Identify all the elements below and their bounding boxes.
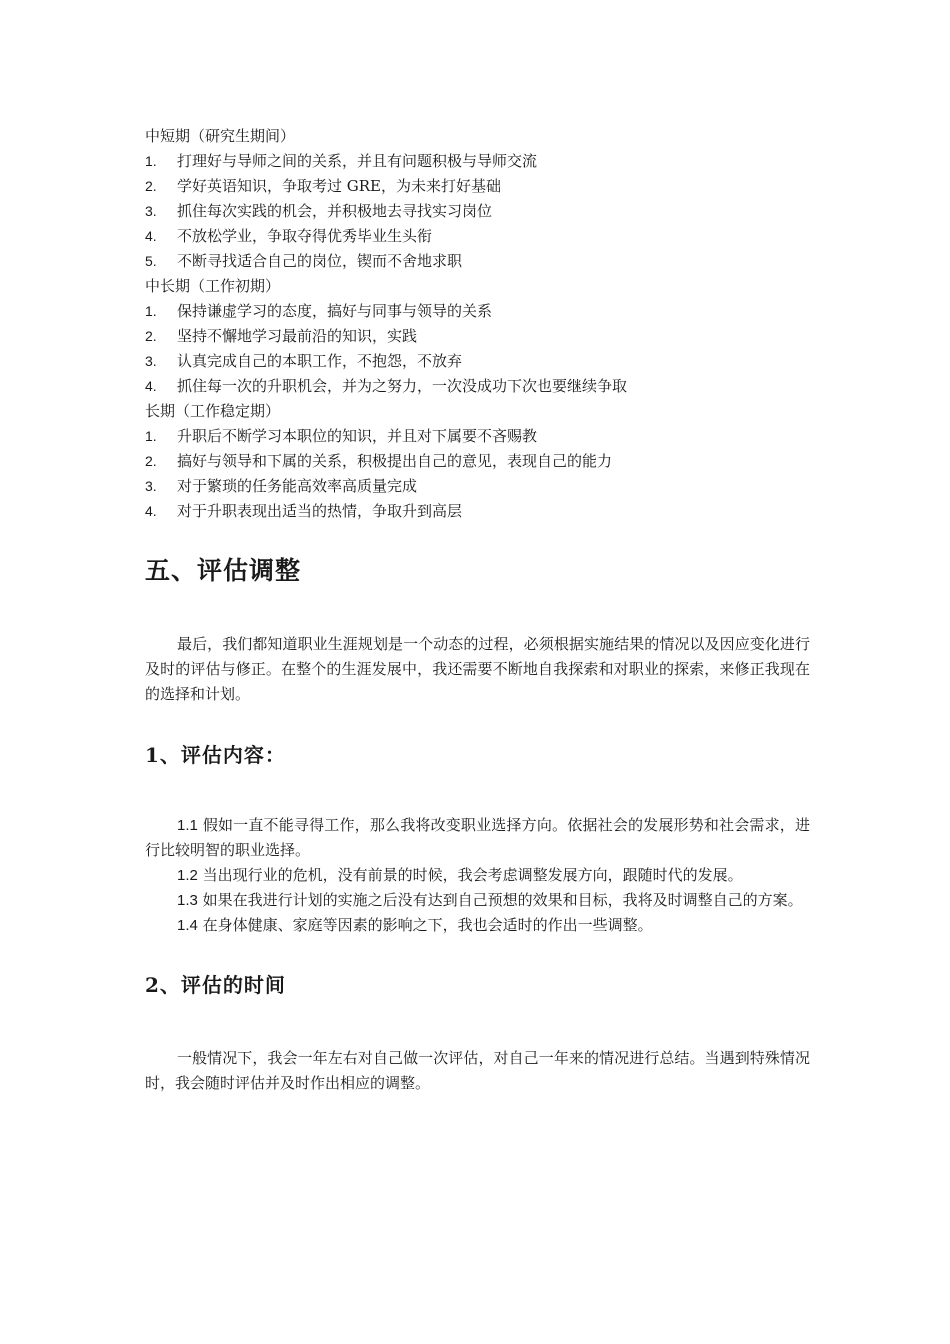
list-item [145,499,810,524]
list-item-number: 2. [145,178,157,194]
list-item [145,449,810,474]
list-long [145,424,810,524]
list-item [145,349,810,374]
list-item-number: 2. [145,328,157,344]
list-item [145,324,810,349]
list-item-number: 1. [145,153,157,169]
list-item [145,224,810,249]
list-item-text: 学好英语知识，争取考过 GRE，为未来打好基础 [177,177,501,195]
spacer [145,707,810,740]
list-item-text: 认真完成自己的本职工作，不抱怨，不放弃 [177,352,463,370]
spacer [145,770,810,813]
list-item-text: 抓住每次实践的机会，并积极地去寻找实习岗位 [177,202,493,220]
phase-heading-mid-long: 中长期（工作初期） [145,277,281,295]
eval-item-text: 如果在我进行计划的实施之后没有达到自己预想的效果和目标，我将及时调整自己的方案。 [202,891,803,909]
list-item [145,374,810,399]
list-item-number: 4. [145,228,157,244]
phase-heading-long: 长期（工作稳定期） [145,402,281,420]
eval-time-paragraph: 一般情况下，我会一年左右对自己做一次评估，对自己一年来的情况进行总结。当遇到特殊情况时，我会随时评估并及时作出相应的调整。 [145,1049,810,1092]
section-title: 五、评估调整 [145,556,302,585]
list-item-number: 3. [145,353,157,369]
list-item-number: 4. [145,503,157,519]
list-item-number: 4. [145,378,157,394]
list-item [145,424,810,449]
list-mid-long [145,299,810,399]
list-item [145,299,810,324]
phase-heading-mid-short: 中短期（研究生期间） [145,127,296,145]
list-item-number: 3. [145,203,157,219]
list-item-text: 对于繁琐的任务能高效率高质量完成 [177,477,418,495]
list-item-text: 坚持不懈地学习最前沿的知识，实践 [177,327,418,345]
page-content [145,124,810,1096]
eval-item-text: 假如一直不能寻得工作，那么我将改变职业选择方向。依据社会的发展形势和社会需求，进行比较明智的职业选择。 [145,816,810,859]
eval-item [145,913,810,938]
list-item-text: 抓住每一次的升职机会，并为之努力，一次没成功下次也要继续争取 [177,377,628,395]
eval-item-number: 1.2 [177,867,198,884]
subsection-title-eval-time: 2、评估的时间 [145,973,286,997]
list-item-text: 对于升职表现出适当的热情，争取升到高层 [177,502,463,520]
list-item-number: 1. [145,428,157,444]
section-intro-paragraph: 最后，我们都知道职业生涯规划是一个动态的过程，必须根据实施结果的情况以及因应变化进行及时的评估与修正。在整个的生涯发展中，我还需要不断地自我探索和对职业的探索，来修正我现在的选择和计划。 [145,635,810,703]
eval-item-number: 1.3 [177,892,198,909]
spacer [145,1000,810,1046]
spacer [145,588,810,632]
list-item-text: 升职后不断学习本职位的知识，并且对下属要不吝赐教 [177,427,538,445]
eval-item-number: 1.4 [177,917,198,934]
list-item [145,249,810,274]
list-item [145,174,810,199]
list-item-text: 不放松学业，争取夺得优秀毕业生头衔 [177,227,433,245]
list-item-text: 搞好与领导和下属的关系，积极提出自己的意见，表现自己的能力 [177,452,613,470]
list-item-number: 1. [145,303,157,319]
list-item [145,149,810,174]
eval-item [145,813,810,863]
list-item-text: 打理好与导师之间的关系，并且有问题积极与导师交流 [177,152,538,170]
eval-item-number: 1.1 [177,817,198,834]
list-item-number: 2. [145,453,157,469]
list-item-number: 5. [145,253,157,269]
eval-item-text: 当出现行业的危机，没有前景的时候，我会考虑调整发展方向，跟随时代的发展。 [202,866,743,884]
list-mid-short [145,149,810,274]
list-item-text: 不断寻找适合自己的岗位，锲而不舍地求职 [177,252,463,270]
list-item [145,474,810,499]
list-item [145,199,810,224]
spacer [145,938,810,970]
eval-item-text: 在身体健康、家庭等因素的影响之下，我也会适时的作出一些调整。 [202,916,653,934]
eval-item [145,888,810,913]
list-item-text: 保持谦虚学习的态度，搞好与同事与领导的关系 [177,302,493,320]
list-item-number: 3. [145,478,157,494]
subsection-title-eval-content: 1、评估内容： [145,743,286,767]
eval-item [145,863,810,888]
